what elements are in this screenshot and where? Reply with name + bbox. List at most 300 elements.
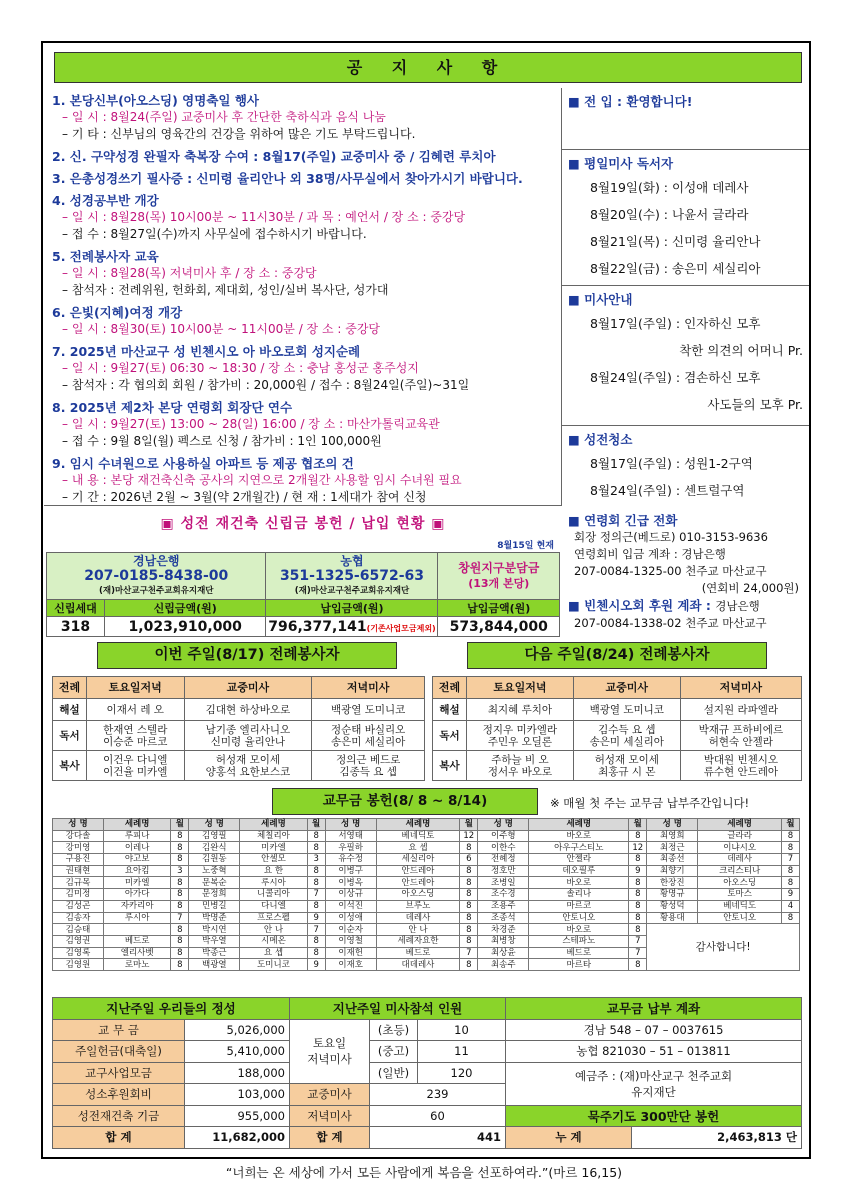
notice-detail: – 일 시 : 9월27(토) 13:00 ~ 28(일) 16:00 / 장 소 : 마산가톨릭교육관 — [62, 417, 440, 431]
fund-header: 납입금액(원) — [438, 600, 560, 617]
weekday-readers — [562, 150, 809, 286]
bank-name: 농협 — [340, 553, 364, 568]
service-name: 김대현 하상바오로 — [184, 699, 312, 721]
baptismal-name: 요 한 — [240, 865, 307, 877]
donation-title: 교무금 봉헌(8/ 8 ~ 8/14) — [272, 788, 538, 815]
baptismal-name: 솔리나 — [529, 889, 629, 901]
baptismal-name: 요아킴 — [103, 865, 170, 877]
page-title: 공 지 사 항 — [54, 52, 802, 83]
baptismal-name: 야고보 — [103, 854, 170, 866]
donor-name: 문복순 — [189, 877, 240, 889]
cleaning-line: 8월24일(주일) : 센트럴구역 — [590, 483, 745, 498]
baptismal-name: 안 나 — [240, 924, 307, 936]
baptismal-name: 베드로 — [103, 935, 170, 947]
fund-value: 796,377,141 — [268, 618, 367, 635]
contact-line: 207-0084-1325-00 천주교 마산교구 — [574, 564, 767, 578]
donor-name: 이병구 — [325, 865, 376, 877]
donor-name: 노중혁 — [189, 865, 240, 877]
service-name: 박재규 프하비에르 허현숙 안젤라 — [680, 721, 801, 751]
service-name: 김수득 요 셉 송은미 세실리아 — [573, 721, 680, 751]
reader-line: 8월22일(금) : 송은미 세실리아 — [590, 261, 761, 276]
donor-name: 박종근 — [189, 947, 240, 959]
donor-name: 김영록 — [53, 947, 104, 959]
baptismal-name: 도미니코 — [240, 959, 307, 971]
notice-detail: – 일 시 : 8월30(토) 10시00분 ~ 11시00분 / 장 소 : 중강당 — [62, 322, 380, 336]
service-name: 허성재 모이세 최홍규 시 몬 — [573, 751, 680, 781]
attendance-count: 10 — [418, 1019, 506, 1041]
attendance-count: 11 — [418, 1041, 506, 1063]
bank-owner: (재)마산교구천주교회유지재단 — [294, 585, 410, 596]
bank-name: 경남은행 — [133, 553, 180, 568]
offering-header: 지난주일 우리들의 정성 — [53, 998, 290, 1020]
service-name: 이건우 다니엘 이건율 미카엘 — [87, 751, 185, 781]
baptismal-name: 베네딕도 — [698, 900, 782, 912]
donor-name: 김영필 — [189, 830, 240, 842]
donor-name: 백광열 — [189, 959, 240, 971]
donation-month: 7 — [307, 924, 325, 936]
notice-heading: 8. 2025년 제2차 본당 연령회 회장단 연수 — [52, 400, 293, 415]
donation-month: 8 — [171, 854, 189, 866]
cleaning — [562, 426, 809, 506]
contact-line: (연회비 24,000원) — [701, 581, 799, 595]
donation-month: 9 — [782, 889, 800, 901]
donation-month: 8 — [782, 912, 800, 924]
offering-label: 주일헌금(대축일) — [53, 1041, 185, 1063]
district-sub: (13개 본당) — [468, 577, 530, 590]
notice-detail: – 기 타 : 신부님의 영육간의 건강을 위하여 많은 기도 부탁드립니다. — [62, 127, 416, 141]
donor-name: 정호만 — [478, 865, 529, 877]
bank-owner: (재)마산교구천주교회유지재단 — [98, 585, 214, 596]
offering-label: 교구사업모금 — [53, 1062, 185, 1084]
service-col-header: 저녁미사 — [312, 677, 425, 699]
service-role: 독서 — [53, 721, 87, 751]
contact-line: 연령회비 입금 계좌 : 경남은행 — [574, 547, 726, 561]
notice-heading: 7. 2025년 마산교구 성 빈첸시오 아 바오로회 성지순례 — [52, 344, 361, 359]
contact-line: 회장 정의근(베드로) 010-3153-9636 — [574, 530, 768, 544]
offering-amount: 955,000 — [185, 1105, 290, 1127]
vincent-line — [568, 597, 803, 615]
service-name: 박대원 빈첸시오 류수현 안드레아 — [680, 751, 801, 781]
donation-month: 8 — [629, 900, 647, 912]
notice-detail: – 접 수 : 8월27일(수)까지 사무실에 접수하시기 바랍니다. — [62, 227, 367, 241]
notice-item — [52, 92, 561, 143]
donation-col-header: 성 명 — [647, 819, 698, 831]
service-name: 주하늘 비 오 정서우 바오로 — [467, 751, 574, 781]
donation-col-header: 세례명 — [240, 819, 307, 831]
donor-name: 전혜정 — [478, 854, 529, 866]
fund-value: 1,023,910,000 — [105, 617, 266, 637]
donor-name: 이영철 — [325, 935, 376, 947]
donation-month: 8 — [171, 935, 189, 947]
donor-name: 이병옥 — [325, 877, 376, 889]
donation-month: 8 — [171, 947, 189, 959]
notice-heading: 6. 은빛(지혜)여정 개강 — [52, 305, 183, 320]
baptismal-name: 안토니오 — [529, 912, 629, 924]
donation-month: 8 — [307, 947, 325, 959]
attendance-count: 120 — [418, 1062, 506, 1084]
notice-detail: – 일 시 : 9월27(토) 06:30 ~ 18:30 / 장 소 : 충남 홍성군 홍주성지 — [62, 361, 419, 375]
donor-name: 민병길 — [189, 900, 240, 912]
service-col-header: 교중미사 — [184, 677, 312, 699]
bible-quote: “너희는 온 세상에 가서 모든 사람에게 복음을 선포하여라.”(마르 16,15) — [225, 1165, 623, 1180]
donation-month: 8 — [307, 900, 325, 912]
donor-name: 조종석 — [478, 912, 529, 924]
baptismal-name: 안드레아 — [376, 865, 460, 877]
donor-name: 강미영 — [53, 842, 104, 854]
evening-mass-count: 60 — [370, 1105, 506, 1127]
offering-total-label: 합 계 — [53, 1127, 185, 1149]
donation-col-header: 성 명 — [53, 819, 104, 831]
baptismal-name: 요 셉 — [240, 947, 307, 959]
rosary-title: 묵주기도 300만단 봉헌 — [506, 1105, 802, 1127]
baptismal-name: 베드로 — [529, 947, 629, 959]
donation-month: 12 — [629, 842, 647, 854]
service-col-header: 토요일저녁 — [467, 677, 574, 699]
donation-col-header: 월 — [460, 819, 478, 831]
notice-heading: 3. 은총성경쓰기 필사증 : 신미령 율리안나 외 38명/사무실에서 찾아가시기 바랍니다. — [52, 171, 523, 186]
summary-table — [52, 997, 802, 1149]
as-of-date: 8월15일 현재 — [497, 541, 554, 551]
notice-item — [52, 192, 561, 243]
baptismal-name: 세례자요한 — [376, 935, 460, 947]
service-this-title: 이번 주일(8/17) 전례봉사자 — [97, 642, 397, 669]
baptismal-name: 대데레사 — [376, 959, 460, 971]
notice-detail: – 참석자 : 각 협의회 회원 / 참가비 : 20,000원 / 접수 : 8월24일(주일)~31일 — [62, 378, 470, 392]
service-name: 설지원 라파엘라 — [680, 699, 801, 721]
service-name: 한재연 스텔라 이승준 마르코 — [87, 721, 185, 751]
donor-name: 문정희 — [189, 889, 240, 901]
donation-month: 8 — [460, 877, 478, 889]
mass-line: 8월24일(주일) : 겸손하신 모후 — [590, 370, 761, 385]
donor-name: 김성곤 — [53, 900, 104, 912]
donor-name: 김송자 — [53, 912, 104, 924]
reader-line: 8월19일(화) : 이성애 데레사 — [590, 180, 749, 195]
service-this-table — [52, 676, 425, 781]
service-name: 허성재 모이세 양홍석 요한보스코 — [184, 751, 312, 781]
donation-month: 8 — [307, 830, 325, 842]
donation-month: 8 — [782, 830, 800, 842]
donor-name: 이재헌 — [325, 947, 376, 959]
donation-month: 8 — [460, 889, 478, 901]
offering-amount: 5,026,000 — [185, 1019, 290, 1041]
notice-detail: – 일 시 : 8월28(목) 저녁미사 후 / 장 소 : 중강당 — [62, 266, 317, 280]
donation-month: 3 — [307, 854, 325, 866]
donation-month: 7 — [782, 854, 800, 866]
donation-month: 9 — [307, 912, 325, 924]
attendance-header: 지난주일 미사참석 인원 — [290, 998, 506, 1020]
service-name: 정순태 바실리오 송은미 세실리아 — [312, 721, 425, 751]
donation-month: 7 — [307, 889, 325, 901]
baptismal-name: 체칠리아 — [240, 830, 307, 842]
fund-value: 318 — [47, 617, 105, 637]
donation-month: 3 — [171, 865, 189, 877]
service-role: 복사 — [433, 751, 467, 781]
baptismal-name: 미카엘 — [240, 842, 307, 854]
donation-month: 8 — [629, 959, 647, 971]
notice-list — [44, 88, 562, 506]
donor-name: 차경준 — [478, 924, 529, 936]
donor-name: 한장진 — [647, 877, 698, 889]
baptismal-name: 미카엘 — [103, 877, 170, 889]
donor-name: 조수경 — [478, 889, 529, 901]
donation-month: 8 — [629, 924, 647, 936]
contact-title: ■ 연령회 긴급 전화 — [568, 513, 678, 528]
donation-month: 8 — [171, 889, 189, 901]
baptismal-name: 자카리아 — [103, 900, 170, 912]
donor-name: 이재호 — [325, 959, 376, 971]
mass-line: 8월17일(주일) : 인자하신 모후 — [590, 316, 761, 331]
baptismal-name: 요 셉 — [376, 842, 460, 854]
fund-note: (기존사업모금제외) — [366, 623, 436, 633]
donation-month: 8 — [307, 865, 325, 877]
main-mass-label: 교중미사 — [290, 1084, 370, 1106]
contact-line: 207-0084-1338-02 천주교 마산교구 — [574, 616, 767, 630]
donation-col-header: 월 — [171, 819, 189, 831]
donation-month: 8 — [460, 912, 478, 924]
donation-month: 7 — [629, 947, 647, 959]
baptismal-name: 아오스딩 — [376, 889, 460, 901]
baptismal-name: 프로스펠 — [240, 912, 307, 924]
donation-col-header: 성 명 — [478, 819, 529, 831]
fund-status — [44, 508, 562, 638]
district-label: 창원지구분담금 — [458, 561, 540, 575]
donation-month: 8 — [629, 830, 647, 842]
welcome-box — [562, 88, 809, 150]
account-line: 경남 548 – 07 – 0037615 — [506, 1019, 802, 1041]
offering-amount: 103,000 — [185, 1084, 290, 1106]
baptismal-name: 로마노 — [103, 959, 170, 971]
donor-name: 조용주 — [478, 900, 529, 912]
notice-detail: – 일 시 : 8월28(목) 10시00분 ~ 11시30분 / 과 목 : 예언서 / 장 소 : 중강당 — [62, 210, 466, 224]
donation-month: 7 — [460, 947, 478, 959]
donor-name: 조병일 — [478, 877, 529, 889]
baptismal-name: 마르코 — [529, 900, 629, 912]
donor-name: 박시연 — [189, 924, 240, 936]
baptismal-name: 바오로 — [529, 924, 629, 936]
service-col-header: 교중미사 — [573, 677, 680, 699]
baptismal-name: 안토니오 — [698, 912, 782, 924]
donation-col-header: 세례명 — [376, 819, 460, 831]
service-role: 독서 — [433, 721, 467, 751]
donation-col-header: 성 명 — [189, 819, 240, 831]
notice-item — [52, 148, 561, 165]
donation-col-header: 세례명 — [103, 819, 170, 831]
donation-col-header: 월 — [782, 819, 800, 831]
donation-month: 8 — [629, 877, 647, 889]
baptismal-name: 다니엘 — [240, 900, 307, 912]
rosary-total-label: 누 계 — [506, 1127, 632, 1149]
donation-month: 7 — [629, 935, 647, 947]
donor-name: 권태현 — [53, 865, 104, 877]
baptismal-name: 엘리사벳 — [103, 947, 170, 959]
donor-name: 이석진 — [325, 900, 376, 912]
evening-mass-label: 저녁미사 — [290, 1105, 370, 1127]
donation-month: 8 — [629, 854, 647, 866]
mass-guide — [562, 286, 809, 426]
donor-name: 김영원 — [53, 959, 104, 971]
donation-month: 8 — [171, 900, 189, 912]
donation-month: 8 — [171, 959, 189, 971]
notice-heading: 9. 임시 수녀원으로 사용하실 아파트 등 제공 협조의 건 — [52, 456, 354, 471]
donor-name: 최송주 — [478, 959, 529, 971]
baptismal-name: 마르타 — [529, 959, 629, 971]
notice-item — [52, 248, 561, 299]
donor-name: 김완식 — [189, 842, 240, 854]
notice-detail: – 참석자 : 전례위원, 헌화회, 제대회, 성인/실버 복사단, 성가대 — [62, 283, 389, 297]
offering-amount: 5,410,000 — [185, 1041, 290, 1063]
donation-month: 8 — [782, 865, 800, 877]
offering-label: 성전재건축 기금 — [53, 1105, 185, 1127]
baptismal-name: 세실리아 — [376, 854, 460, 866]
donation-col-header: 성 명 — [325, 819, 376, 831]
donor-name: 이한수 — [478, 842, 529, 854]
baptismal-name — [103, 924, 170, 936]
bank-cell — [266, 553, 438, 600]
donation-month: 8 — [307, 842, 325, 854]
baptismal-name: 안젤라 — [529, 854, 629, 866]
donor-name: 박명준 — [189, 912, 240, 924]
baptismal-name: 데오필루 — [529, 865, 629, 877]
baptismal-name: 베드로 — [376, 947, 460, 959]
baptismal-name: 안 나 — [376, 924, 460, 936]
donation-month: 8 — [629, 912, 647, 924]
main-mass-count: 239 — [370, 1084, 506, 1106]
readers-title: ■ 평일미사 독서자 — [568, 156, 674, 171]
notice-item — [52, 304, 561, 338]
service-name: 정지우 미카엘라 주민우 오딜론 — [467, 721, 574, 751]
baptismal-name: 데레사 — [698, 854, 782, 866]
service-name: 이재서 레 오 — [87, 699, 185, 721]
account-line: 농협 821030 – 51 – 013811 — [506, 1041, 802, 1063]
donor-name: 박우열 — [189, 935, 240, 947]
fund-value-cell — [266, 617, 438, 637]
bank-account: 351-1325-6572-63 — [279, 567, 425, 584]
donor-name: 황성덕 — [647, 900, 698, 912]
donation-month: 8 — [460, 924, 478, 936]
notice-item — [52, 170, 561, 187]
baptismal-name: 아오스딩 — [698, 877, 782, 889]
fund-header: 신립금액(원) — [105, 600, 266, 617]
mass-line: 사도들의 모후 Pr. — [707, 397, 803, 412]
baptismal-name: 이레나 — [103, 842, 170, 854]
donation-month: 12 — [460, 830, 478, 842]
donor-name: 최종선 — [647, 854, 698, 866]
notice-heading: 5. 전례봉사자 교육 — [52, 249, 159, 264]
offering-total: 11,682,000 — [185, 1127, 290, 1149]
baptismal-name: 루피나 — [103, 830, 170, 842]
donation-month: 8 — [460, 865, 478, 877]
donation-month: 6 — [460, 854, 478, 866]
donor-name: 김승태 — [53, 924, 104, 936]
donor-name: 구용진 — [53, 854, 104, 866]
offering-amount: 188,000 — [185, 1062, 290, 1084]
baptismal-name: 안셀모 — [240, 854, 307, 866]
notice-detail: – 일 시 : 8월24(주일) 교중미사 후 간단한 축하식과 음식 나눔 — [62, 110, 386, 124]
service-col-header: 저녁미사 — [680, 677, 801, 699]
district-cell — [438, 553, 560, 600]
fund-header: 납입금액(원) — [266, 600, 438, 617]
saturday-mass-label: 토요일 저녁미사 — [290, 1019, 370, 1084]
baptismal-name: 아가다 — [103, 889, 170, 901]
donation-month: 8 — [307, 877, 325, 889]
donation-month: 8 — [171, 842, 189, 854]
donation-month: 8 — [307, 935, 325, 947]
donation-col-header: 세례명 — [529, 819, 629, 831]
donation-month: 4 — [782, 900, 800, 912]
offering-label: 성소후원회비 — [53, 1084, 185, 1106]
donation-month: 9 — [307, 959, 325, 971]
service-next-title: 다음 주일(8/24) 전례봉사자 — [467, 642, 767, 669]
donation-table — [52, 818, 800, 971]
fund-header: 신립세대 — [47, 600, 105, 617]
attendance-group: (중고) — [370, 1041, 418, 1063]
bank-account: 207-0185-8438-00 — [84, 567, 229, 584]
fund-value: 573,844,000 — [438, 617, 560, 637]
vincent-title: ■ 빈첸시오회 후원 계좌 : — [568, 598, 716, 613]
baptismal-name: 바오로 — [529, 830, 629, 842]
donor-name: 이순자 — [325, 924, 376, 936]
side-panel — [562, 88, 809, 506]
donor-name: 서영태 — [325, 830, 376, 842]
donor-name: 강다솔 — [53, 830, 104, 842]
cleaning-title: ■ 성전청소 — [568, 432, 633, 447]
mass-total-label: 합 계 — [290, 1127, 370, 1149]
donation-month: 8 — [782, 842, 800, 854]
donation-month: 8 — [782, 877, 800, 889]
notice-detail: – 내 용 : 본당 재건축신축 공사의 지연으로 2개월간 사용할 임시 수녀원 필요 — [62, 473, 462, 487]
notice-item — [52, 343, 561, 394]
donation-col-header: 월 — [629, 819, 647, 831]
thanks-cell: 감사합니다! — [647, 924, 800, 971]
donor-name: 김영권 — [53, 935, 104, 947]
attendance-group: (일반) — [370, 1062, 418, 1084]
notice-heading: 1. 본당신부(아오스딩) 영명축일 행사 — [52, 93, 259, 108]
notice-item — [52, 399, 561, 450]
mass-line: 착한 의견의 어머니 Pr. — [679, 343, 803, 358]
donor-name: 최병창 — [478, 935, 529, 947]
baptismal-name: 니콜리아 — [240, 889, 307, 901]
service-name: 백광열 도미니코 — [573, 699, 680, 721]
attendance-group: (초등) — [370, 1019, 418, 1041]
donor-name: 우필하 — [325, 842, 376, 854]
donation-month: 8 — [460, 935, 478, 947]
reader-line: 8월21일(목) : 신미령 율리안나 — [590, 234, 761, 249]
donor-name: 김미정 — [53, 889, 104, 901]
cleaning-line: 8월17일(주일) : 성원1-2구역 — [590, 456, 753, 471]
fund-title: ▣ 성전 재건축 신립금 봉헌 / 납입 현황 ▣ — [160, 516, 446, 532]
service-name: 백광열 도미니코 — [312, 699, 425, 721]
notice-detail: – 기 간 : 2026년 2월 ~ 3월(약 2개월간) / 현 재 : 1세대가 참여 신청 — [62, 490, 427, 504]
baptismal-name: 글라라 — [698, 830, 782, 842]
donation-month: 8 — [629, 889, 647, 901]
donation-month: 8 — [171, 877, 189, 889]
donation-note: ※ 매월 첫 주는 교무금 납부주간입니다! — [550, 796, 750, 810]
service-col-header: 토요일저녁 — [87, 677, 185, 699]
donation-col-header: 월 — [307, 819, 325, 831]
donor-name: 황명규 — [647, 889, 698, 901]
service-col-header: 전례 — [53, 677, 87, 699]
baptismal-name: 루시아 — [240, 877, 307, 889]
baptismal-name: 시메온 — [240, 935, 307, 947]
service-name: 정의근 베드로 김종득 요 셉 — [312, 751, 425, 781]
reader-line: 8월20일(수) : 나윤서 글라라 — [590, 207, 749, 222]
baptismal-name: 이냐시오 — [698, 842, 782, 854]
donor-name: 최향기 — [647, 865, 698, 877]
service-role: 해설 — [433, 699, 467, 721]
mass-total: 441 — [370, 1127, 506, 1149]
donor-name: 이성애 — [325, 912, 376, 924]
service-name: 최지혜 루치아 — [467, 699, 574, 721]
